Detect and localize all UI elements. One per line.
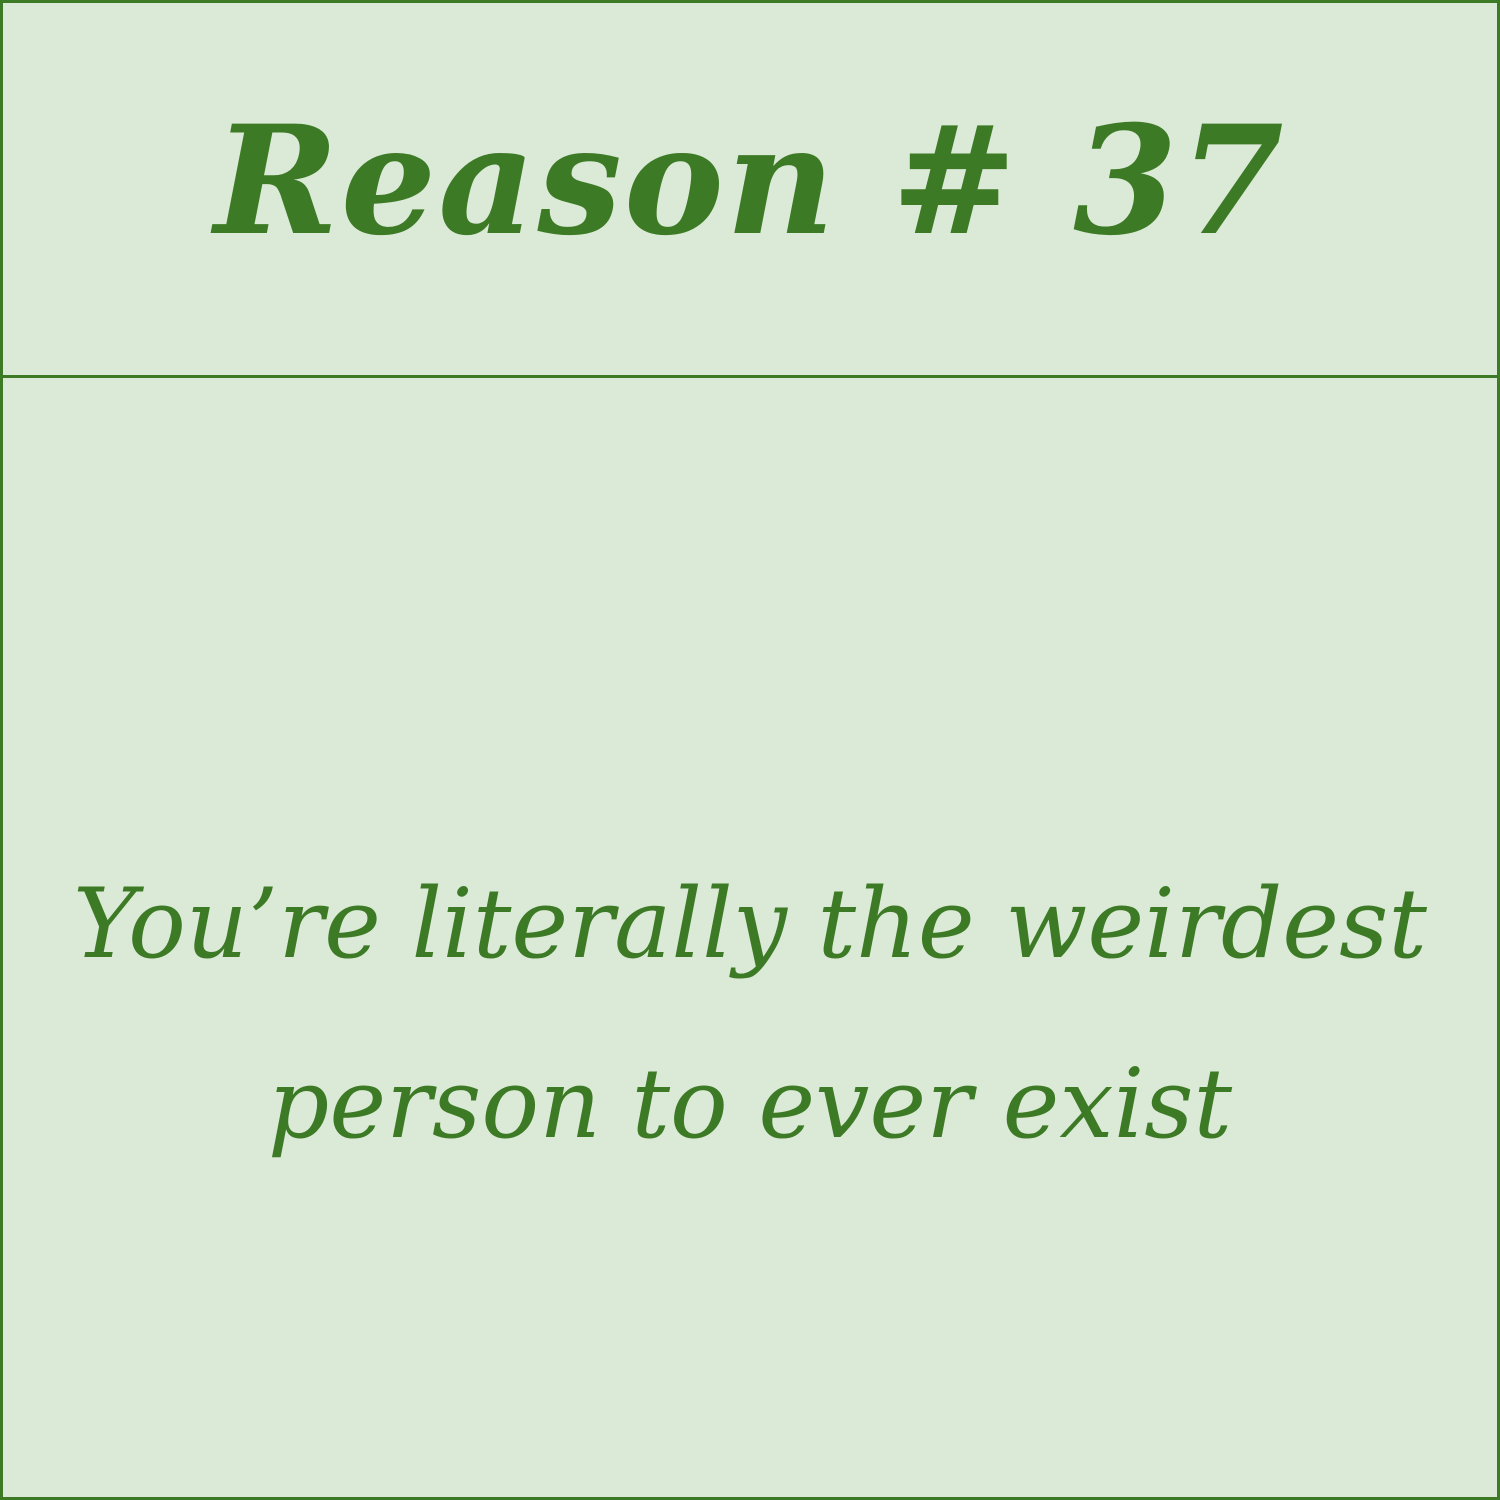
reason-message: You’re literally the weirdest person to ever exist	[73, 867, 1427, 1160]
reason-title: Reason # 37	[214, 93, 1286, 269]
card-header	[3, 3, 1497, 378]
card-body	[3, 378, 1497, 1497]
